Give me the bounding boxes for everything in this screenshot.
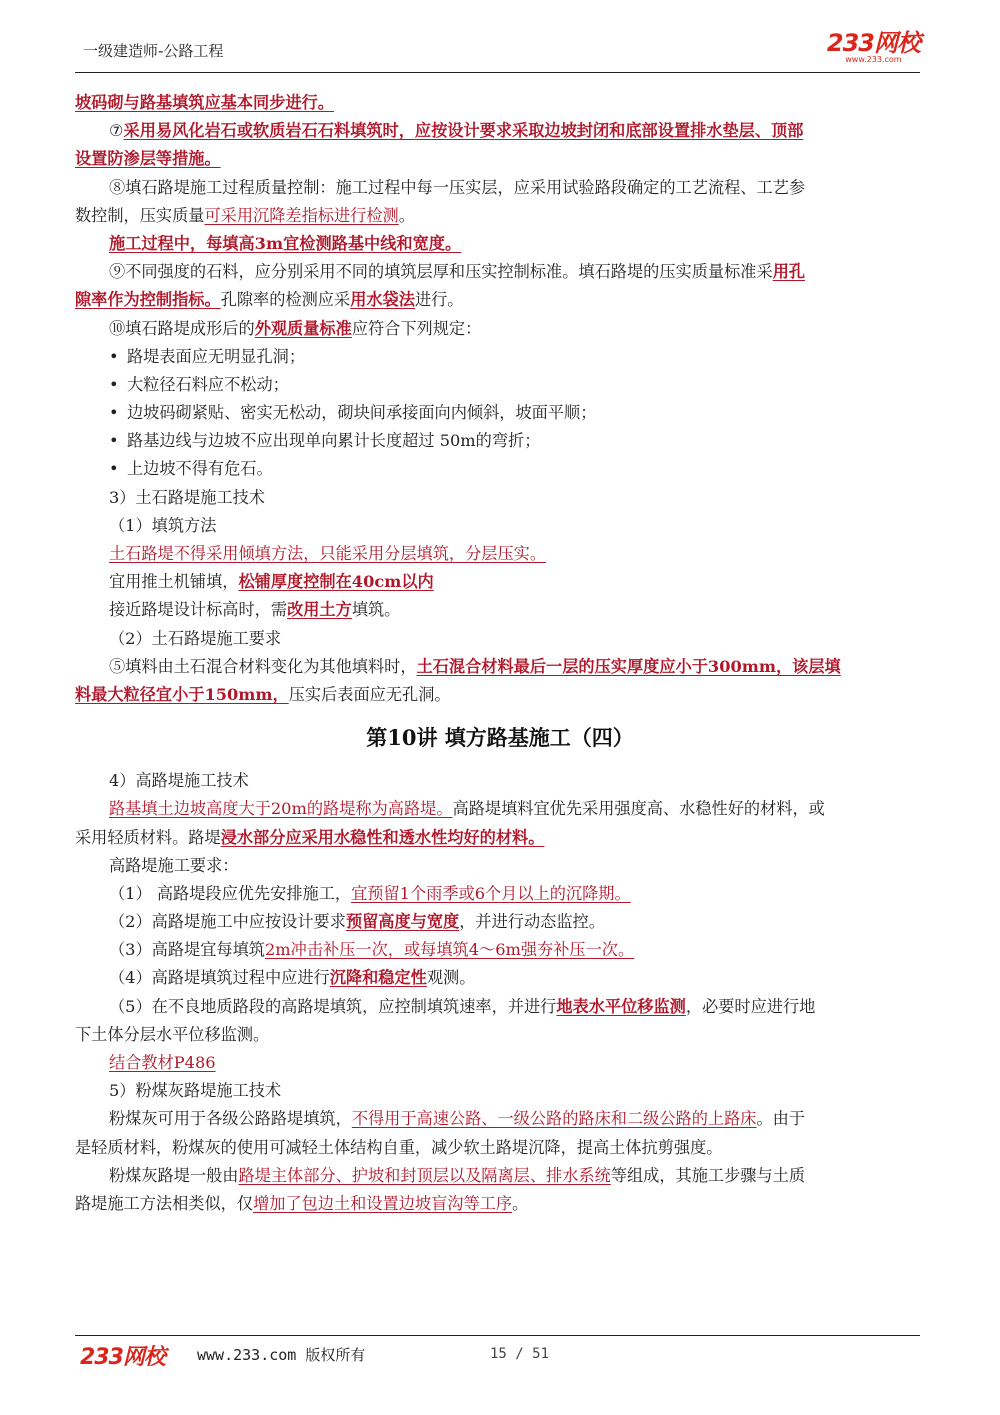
highlight-text: 土石混合材料最后一层的压实厚度应小于300mm，该层填 (416, 656, 841, 676)
brand-logo-url: www.233.com (845, 55, 902, 64)
text-line (75, 625, 925, 653)
body-text: （3）高路堤宜每填筑 (109, 940, 265, 960)
highlight-text: 宜预留1个雨季或6个月以上的沉降期。 (351, 883, 631, 903)
bullet-icon (109, 347, 127, 366)
body-text: 。由于 (756, 1109, 806, 1129)
body-text: 进行。 (414, 290, 464, 310)
footer-divider (75, 1335, 920, 1336)
text-line (75, 1049, 925, 1077)
body-text: 路堤施工方法相类似，仅 (75, 1193, 254, 1213)
body-text: ，并进行动态监控。 (459, 912, 605, 932)
body-text: 大粒径石料应不松动； (127, 374, 289, 394)
body-text: 上边坡不得有危石。 (127, 459, 273, 479)
bullet-icon (109, 431, 127, 450)
body-text: （4）高路堤填筑过程中应进行 (109, 968, 330, 988)
body-text: 路堤表面应无明显孔洞； (127, 346, 306, 366)
text-line (75, 880, 925, 908)
text-line (75, 964, 925, 992)
body-text: 第10讲 填方路基施工（四） (366, 725, 634, 751)
page-header (75, 30, 920, 70)
text-line (75, 568, 925, 596)
bullet-icon (109, 375, 127, 394)
highlight-text: 路堤主体部分、护坡和封顶层以及隔离层、排水系统 (238, 1165, 611, 1185)
highlight-text: 2m冲击补压一次，或每填筑4～6m强夯补压一次。 (265, 940, 635, 960)
body-text: 应符合下列规定： (351, 318, 482, 338)
body-text: 接近路堤设计标高时，需 (109, 600, 288, 620)
highlight-text: 路基填土边坡高度大于20m的路堤称为高路堤。 (109, 799, 453, 819)
body-text: 填筑。 (351, 600, 401, 620)
body-text: 边坡码砌紧贴、密实无松动，砌块间承接面向内倾斜，坡面平顺； (127, 403, 597, 423)
highlight-text: 施工过程中，每填高3m宜检测路基中线和宽度。 (109, 233, 462, 253)
text-line (75, 795, 925, 823)
highlight-text: 坡码砌与路基填筑应基本同步进行。 (75, 93, 334, 112)
text-line (75, 258, 925, 286)
text-line (75, 993, 925, 1021)
brand-logo (827, 30, 920, 64)
text-line (75, 117, 925, 145)
text-line (75, 455, 925, 483)
highlight-text: 松铺厚度控制在40cm以内 (238, 572, 434, 592)
header-title: 一级建造师-公路工程 (83, 42, 224, 60)
text-line (75, 1190, 925, 1218)
body-text: ⑤填料由土石混合材料变化为其他填料时， (109, 656, 417, 676)
body-text: 是轻质材料，粉煤灰的使用可减轻土体结构自重，减少软土路堤沉降，提高土体抗剪强度。 (75, 1137, 723, 1157)
text-line (75, 371, 925, 399)
body-text: ⑨不同强度的石料，应分别采用不同的填筑层厚和压实控制标准。填石路堤的压实质量标准采 (109, 262, 773, 282)
text-line (75, 936, 925, 964)
text-line (75, 852, 925, 880)
body-text: 路基边线与边坡不应出现单向累计长度超过 50m的弯折； (127, 431, 541, 451)
text-line (75, 343, 925, 371)
text-line (75, 1077, 925, 1105)
highlight-text: 浸水部分应采用水稳性和透水性均好的材料。 (220, 827, 545, 847)
text-line (75, 230, 925, 258)
highlight-text: 沉降和稳定性 (329, 968, 427, 988)
lecture-heading (75, 709, 925, 767)
body-text: ，必要时应进行地 (685, 996, 816, 1016)
text-line (75, 145, 925, 173)
text-line (75, 427, 925, 455)
highlight-text: 用水袋法 (350, 290, 415, 310)
text-line (75, 1105, 925, 1133)
body-text: 高路堤填料宜优先采用强度高、水稳性好的材料，或 (452, 799, 825, 819)
text-line (75, 681, 925, 709)
highlight-text: 料最大粒径宜小于150mm， (75, 684, 289, 704)
highlight-text: 土石路堤不得采用倾填方法，只能采用分层填筑，分层压实。 (109, 544, 547, 563)
body-text: 下土体分层水平位移监测。 (75, 1024, 270, 1044)
highlight-text: 不得用于高速公路、一级公路的路床和二级公路的上路床 (351, 1109, 757, 1129)
highlight-text: 地表水平位移监测 (556, 996, 686, 1016)
text-line (75, 1134, 925, 1162)
text-line (75, 286, 925, 314)
highlight-text: 外观质量标准 (254, 318, 352, 338)
highlight-text: 用孔 (772, 262, 806, 282)
bullet-icon (109, 403, 127, 422)
body-text: 粉煤灰路堤一般由 (109, 1165, 239, 1185)
body-text: 高路堤施工要求： (109, 855, 239, 875)
body-text: （2）高路堤施工中应按设计要求 (109, 912, 346, 932)
body-text: 采用轻质材料。路堤 (75, 827, 221, 847)
body-text: 粉煤灰可用于各级公路路堤填筑， (109, 1109, 352, 1129)
body-text: 宜用推土机铺填， (109, 572, 239, 592)
text-line (75, 1021, 925, 1049)
highlight-text: 隙率作为控制指标。 (75, 290, 221, 310)
document-body (75, 89, 925, 1218)
text-line (75, 824, 925, 852)
highlight-text: 增加了包边土和设置边坡盲沟等工序 (253, 1193, 513, 1213)
body-text: ⑦ (109, 121, 124, 141)
body-text: 。 (398, 205, 415, 225)
footer-logo: 233网校 (80, 1345, 165, 1370)
body-text: 观测。 (426, 968, 476, 988)
text-line (75, 89, 925, 117)
highlight-text: 结合教材P486 (109, 1053, 216, 1072)
highlight-text: 预留高度与宽度 (345, 912, 460, 932)
text-line (75, 174, 925, 202)
body-text: 3）土石路堤施工技术 (109, 487, 265, 507)
bullet-icon (109, 459, 127, 478)
footer-copyright: www.233.com 版权所有 (197, 1346, 366, 1364)
body-text: 。 (512, 1193, 529, 1213)
body-text: ⑩填石路堤成形后的 (109, 318, 255, 338)
body-text: 压实后表面应无孔洞。 (288, 684, 451, 704)
body-text: 数控制，压实质量 (75, 205, 205, 225)
body-text: 孔隙率的检测应采 (220, 290, 351, 310)
text-line (75, 596, 925, 624)
body-text: （2）土石路堤施工要求 (109, 628, 282, 648)
text-line (75, 202, 925, 230)
page-number: 15 / 51 (490, 1346, 550, 1362)
highlight-text: 可采用沉降差指标进行检测 (204, 205, 399, 225)
text-line (75, 1162, 925, 1190)
text-line (75, 653, 925, 681)
text-line (75, 399, 925, 427)
header-divider (75, 72, 920, 73)
body-text: 等组成，其施工步骤与土质 (610, 1165, 806, 1185)
text-line (75, 540, 925, 568)
text-line (75, 908, 925, 936)
text-line (75, 767, 925, 795)
body-text: 4）高路堤施工技术 (109, 771, 249, 791)
body-text: （1）填筑方法 (109, 515, 217, 535)
highlight-text: 采用易风化岩石或软质岩石石料填筑时，应按设计要求采取边坡封闭和底部设置排水垫层、顶部 (123, 121, 804, 141)
text-line (75, 484, 925, 512)
text-line (75, 512, 925, 540)
brand-logo-text: 233网校 (826, 29, 920, 57)
body-text: （1） 高路堤段应优先安排施工， (109, 883, 352, 903)
highlight-text: 设置防渗层等措施。 (75, 149, 221, 169)
text-line (75, 315, 925, 343)
body-text: ⑧填石路堤施工过程质量控制：施工过程中每一压实层，应采用试验路段确定的工艺流程、工艺参 (109, 177, 806, 197)
body-text: 5）粉煤灰路堤施工技术 (109, 1081, 282, 1101)
highlight-text: 改用土方 (287, 600, 352, 620)
body-text: （5）在不良地质路段的高路堤填筑，应控制填筑速率，并进行 (109, 996, 557, 1016)
